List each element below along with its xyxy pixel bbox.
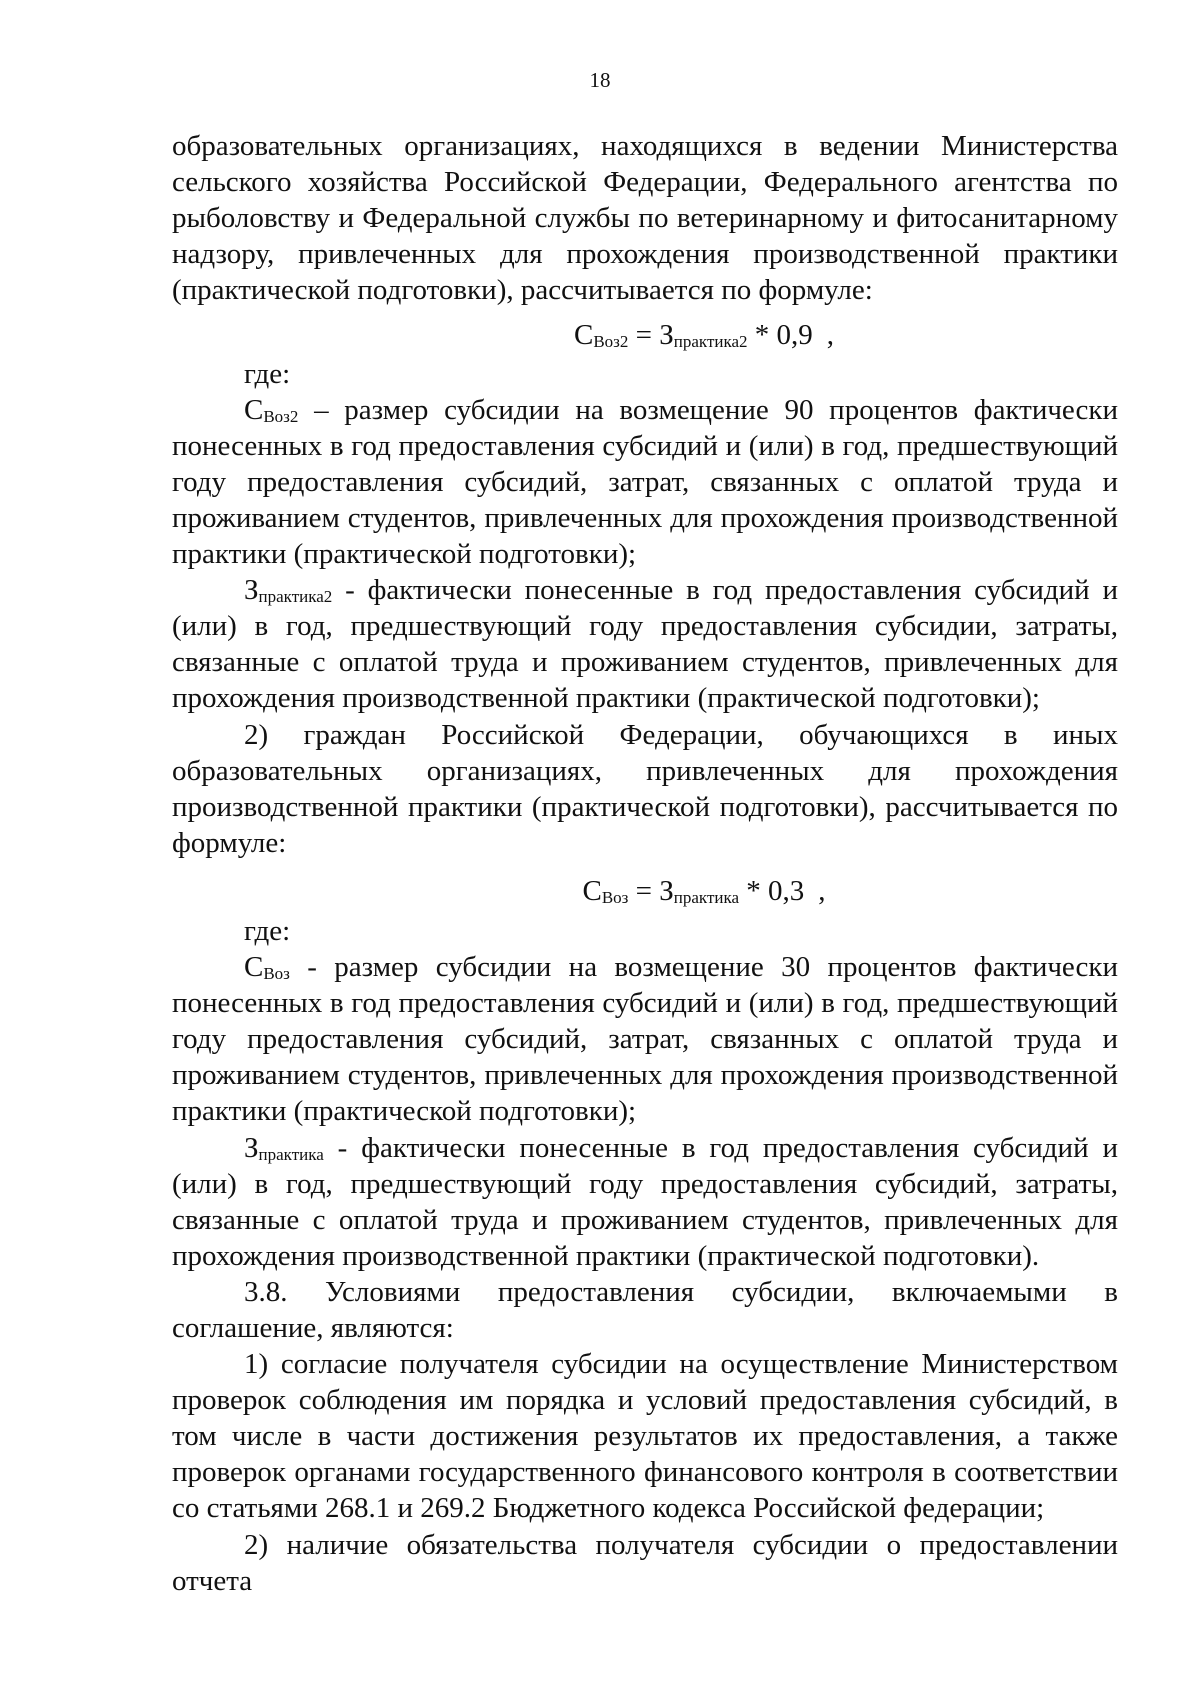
formula-coefficient: * 0,9 [747,319,813,352]
definition-symbol: З [244,1131,259,1164]
formula-equals: = [628,874,660,907]
formula-svoz2 [172,317,1118,353]
definition-text: - фактически понесенные в год предоставления субсидий и (или) в год, предшествующий году предоставления субсидий, затраты, связанные с оплатой труда и проживанием студентов, привлеченных для прохождения производственной практики (практической подготовки). [172,1131,1118,1272]
formula-lhs-subscript: Воз [601,887,629,907]
definition-svoz2 [172,392,1118,572]
definition-symbol-subscript: практика2 [258,587,333,607]
formula-comma: , [826,319,835,352]
formula-lhs-subscript: Воз2 [593,332,629,352]
definition-symbol-subscript: Воз2 [263,406,299,426]
formula-rhs-subscript: практика2 [673,332,748,352]
where-label: где: [244,357,291,390]
page-number: 18 [589,68,611,92]
definition-symbol-subscript: Воз [263,964,290,984]
definition-symbol-subscript: практика [258,1144,324,1164]
definition-symbol: С [244,951,264,984]
paragraph-intro: образовательных организациях, находящихся в ведении Министерства сельского хозяйства Российской Федерации, Федерального агентства по рыболовству и Федеральной службы по ветеринарному и фитосанитарному надзору, привлеченных для прохождения производственной практики (практической подготовки), рассчитывается по формуле: [172,130,1118,307]
formula-comma: , [818,874,826,907]
definition-svoz [172,949,1118,1129]
formula-lhs: С [573,319,594,352]
formula-rhs-subscript: практика [673,887,740,907]
condition-1: 1) согласие получателя субсидии на осуществление Министерством проверок соблюдения им порядка и условий предоставления субсидий, в том числе в части достижения результатов их предоставления, а также проверок органами государственного финансового контроля в соответствии со статьями 268.1 и 269.2 Бюджетного кодекса Российской федерации; [172,1348,1118,1525]
definition-text: - фактически понесенные в год предоставления субсидий и (или) в год, предшествующий году предоставления субсидии, затраты, связанные с оплатой труда и проживанием студентов, привлеченных для прохождения производственной практики (практической подготовки); [172,574,1118,715]
list-item-2: 2) граждан Российской Федерации, обучающихся в иных образовательных организациях, привлеченных для прохождения производственной практики (практической подготовки), рассчитывается по формуле: [172,718,1118,859]
formula-rhs: З [659,874,674,907]
definition-zpraktika2 [172,572,1118,716]
document-body [172,128,1118,1599]
section-3-8: 3.8. Условиями предоставления субсидии, включаемыми в соглашение, являются: [172,1275,1118,1344]
definition-symbol: З [244,574,259,607]
formula-svoz [172,873,1118,909]
definition-text: - размер субсидии на возмещение 30 процентов фактически понесенных в год предоставления субсидий и (или) в год, предшествующий году предоставления субсидий, затрат, связанных с оплатой труда и проживанием студентов, привлеченных для прохождения производственной практики (практической подготовки); [172,951,1118,1128]
definition-text: – размер субсидии на возмещение 90 процентов фактически понесенных в год предоставления субсидий и (или) в год, предшествующий году предоставления субсидий, затрат, связанных с оплатой труда и проживанием студентов, привлеченных для прохождения производственной практики (практической подготовки); [172,393,1118,571]
condition-2: 2) наличие обязательства получателя субсидии о предоставлении отчета [172,1528,1118,1597]
definition-symbol: С [244,393,264,426]
definition-zpraktika [172,1130,1118,1274]
where-label: где: [244,914,291,947]
formula-rhs: З [659,319,674,352]
formula-equals: = [628,319,660,352]
formula-lhs: С [582,874,602,907]
formula-coefficient: * 0,3 [739,874,805,907]
